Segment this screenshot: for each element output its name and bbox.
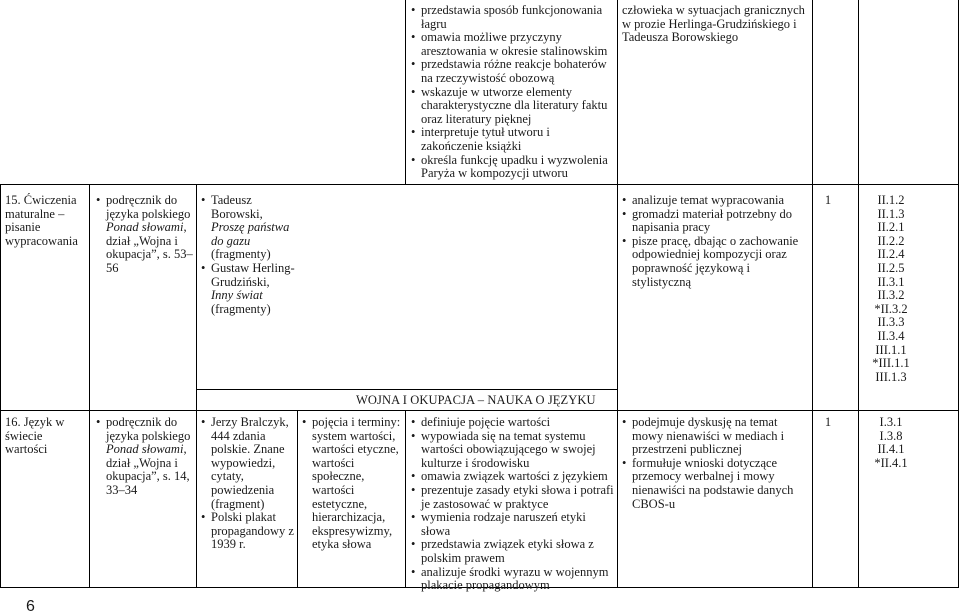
source-cell [96,194,193,276]
requirement-code: III.1.3 [875,369,907,384]
list-item: • prezentuje zasady etyki słowa i potrafi je zastosować w praktyce [411,484,614,511]
requirement-code: II.3.3 [877,315,905,330]
requirement-code: II.3.4 [877,328,905,343]
requirement-code: III.1.1 [875,342,907,357]
column-divider [405,410,406,587]
requirement-code: II.2.5 [877,260,905,275]
requirement-code: *III.1.1 [872,356,910,371]
requirements-cell [859,194,923,384]
source-text: , dział „Wojna i okupacja”, s. 14, 33–34 [106,442,190,497]
source-cell [96,416,193,498]
work-title: Proszę państwa do gazu [211,220,290,248]
list-item: • interpretuje tytuł utworu i zakończenie książki [411,126,611,153]
column-divider [812,0,813,587]
note: (fragmenty) [211,301,271,316]
extended-cell [622,416,808,511]
extended-text-top [622,4,808,45]
source-text: podręcznik do języka polskiego [106,415,191,443]
list-item [96,194,193,276]
list-item: • określa funkcję upadku i wyzwolenia Paryża w kompozycji utworu [411,154,611,181]
extended-text: człowieka w sytuacjach granicznych w prozie Herlinga-Grudzińskiego i Tadeusza Borowskiego [622,3,805,45]
column-divider [297,410,298,587]
list-item: • przedstawia sposób funkcjonowania łagru [411,4,611,31]
list-item [201,416,295,511]
topic-title: 16. Język w świecie wartości [5,415,65,457]
list-item [96,416,193,498]
requirement-code: II.3.1 [877,274,905,289]
effects-list-top [411,4,611,181]
work-title: Inny świat [211,288,263,303]
list-item: • omawia związek wartości z językiem [411,470,614,484]
page-number: 6 [26,598,35,615]
concepts-cell [302,416,402,552]
hours: 1 [824,415,832,429]
list-item [201,194,295,262]
column-divider [617,0,618,587]
materials-cell [201,194,295,316]
hours-cell [813,194,843,208]
requirement-code: *II.4.1 [874,455,908,470]
extended-cell [622,194,808,289]
hours: 1 [824,193,832,207]
list-item: • przedstawia różne reakcje bohaterów na rzeczywistość obozową [411,58,611,85]
requirement-code: II.1.3 [877,206,905,221]
requirement-code: II.2.1 [877,220,905,235]
column-divider [196,184,197,587]
note: (fragmenty) [211,247,271,262]
requirement-code: II.4.1 [877,442,905,457]
section-banner: WOJNA I OKUPACJA – NAUKA O JĘZYKU [356,393,596,407]
requirement-code: II.2.4 [877,247,905,262]
work-title: 444 zdania polskie. [211,428,266,457]
author: Tadeusz Borowski, [211,193,263,221]
source-text: podręcznik do języka polskiego [106,193,191,221]
row-divider [0,184,959,185]
row-divider [0,410,959,411]
banner-top-line [196,389,618,390]
author: Gustaw Herling-Grudziński, [211,260,295,289]
column-divider [89,184,90,587]
requirement-code: I.3.1 [879,415,903,429]
list-item: • analizuje środki wyrazu w wojennym plakacie propagandowym [411,566,614,593]
list-item [201,262,295,316]
column-divider [405,0,406,184]
note: Znane wypowiedzi, cytaty, powiedzenia (fragment) [211,442,285,511]
table-border-left [0,184,1,587]
list-item: • Polski plakat propagandowy z 1939 r. [201,511,295,552]
list-item: • analizuje temat wypracowania [622,194,808,208]
requirement-code: *II.3.2 [874,301,908,316]
list-item: • pisze pracę, dbając o zachowanie odpowiedniej kompozycji oraz poprawność językową i stylistyczną [622,235,808,289]
requirement-code: I.3.8 [879,428,903,443]
materials-cell [201,416,295,552]
topic-cell [5,194,85,248]
author: Jerzy Bralczyk, [211,415,289,429]
hours-cell [813,416,843,430]
list-item: • formułuje wnioski dotyczące przemocy werbalnej i mowy nienawiści na podstawie danych CBOS-u [622,457,808,511]
list-item: • wypowiada się na temat systemu wartości obowiązującego w swojej kulturze i środowisku [411,430,614,471]
effects-cell [411,416,614,593]
list-item: • gromadzi materiał potrzebny do napisania pracy [622,208,808,235]
list-item: • podejmuje dyskusję na temat mowy nienawiści w mediach i przestrzeni publicznej [622,416,808,457]
list-item: • definiuje pojęcie wartości [411,416,614,430]
requirement-code: II.3.2 [877,288,905,303]
list-item: • omawia możliwe przyczyny aresztowania w okresie stalinowskim [411,31,611,58]
list-item: • wskazuje w utworze elementy charakterystyczne dla literatury faktu oraz literatury pięknej [411,86,611,127]
topic-cell [5,416,85,457]
source-text: , dział „Wojna i okupacja”, s. 53–56 [106,220,193,275]
source-title: Ponad słowami [106,442,184,457]
list-item: • pojęcia i terminy: system wartości, wartości etyczne, wartości społeczne, wartości estetyczne, hierarchizacja, ekspresywizmy, etyka słowa [302,416,402,552]
topic-title: 15. Ćwiczenia maturalne – pisanie wypracowania [5,193,78,248]
requirement-code: II.2.2 [877,233,905,248]
requirements-cell [859,416,923,470]
list-item: • wymienia rodzaje naruszeń etyki słowa [411,511,614,538]
source-title: Ponad słowami [106,220,184,235]
list-item: • przedstawia związek etyki słowa z polskim prawem [411,538,614,565]
requirement-code: II.1.2 [877,193,905,207]
